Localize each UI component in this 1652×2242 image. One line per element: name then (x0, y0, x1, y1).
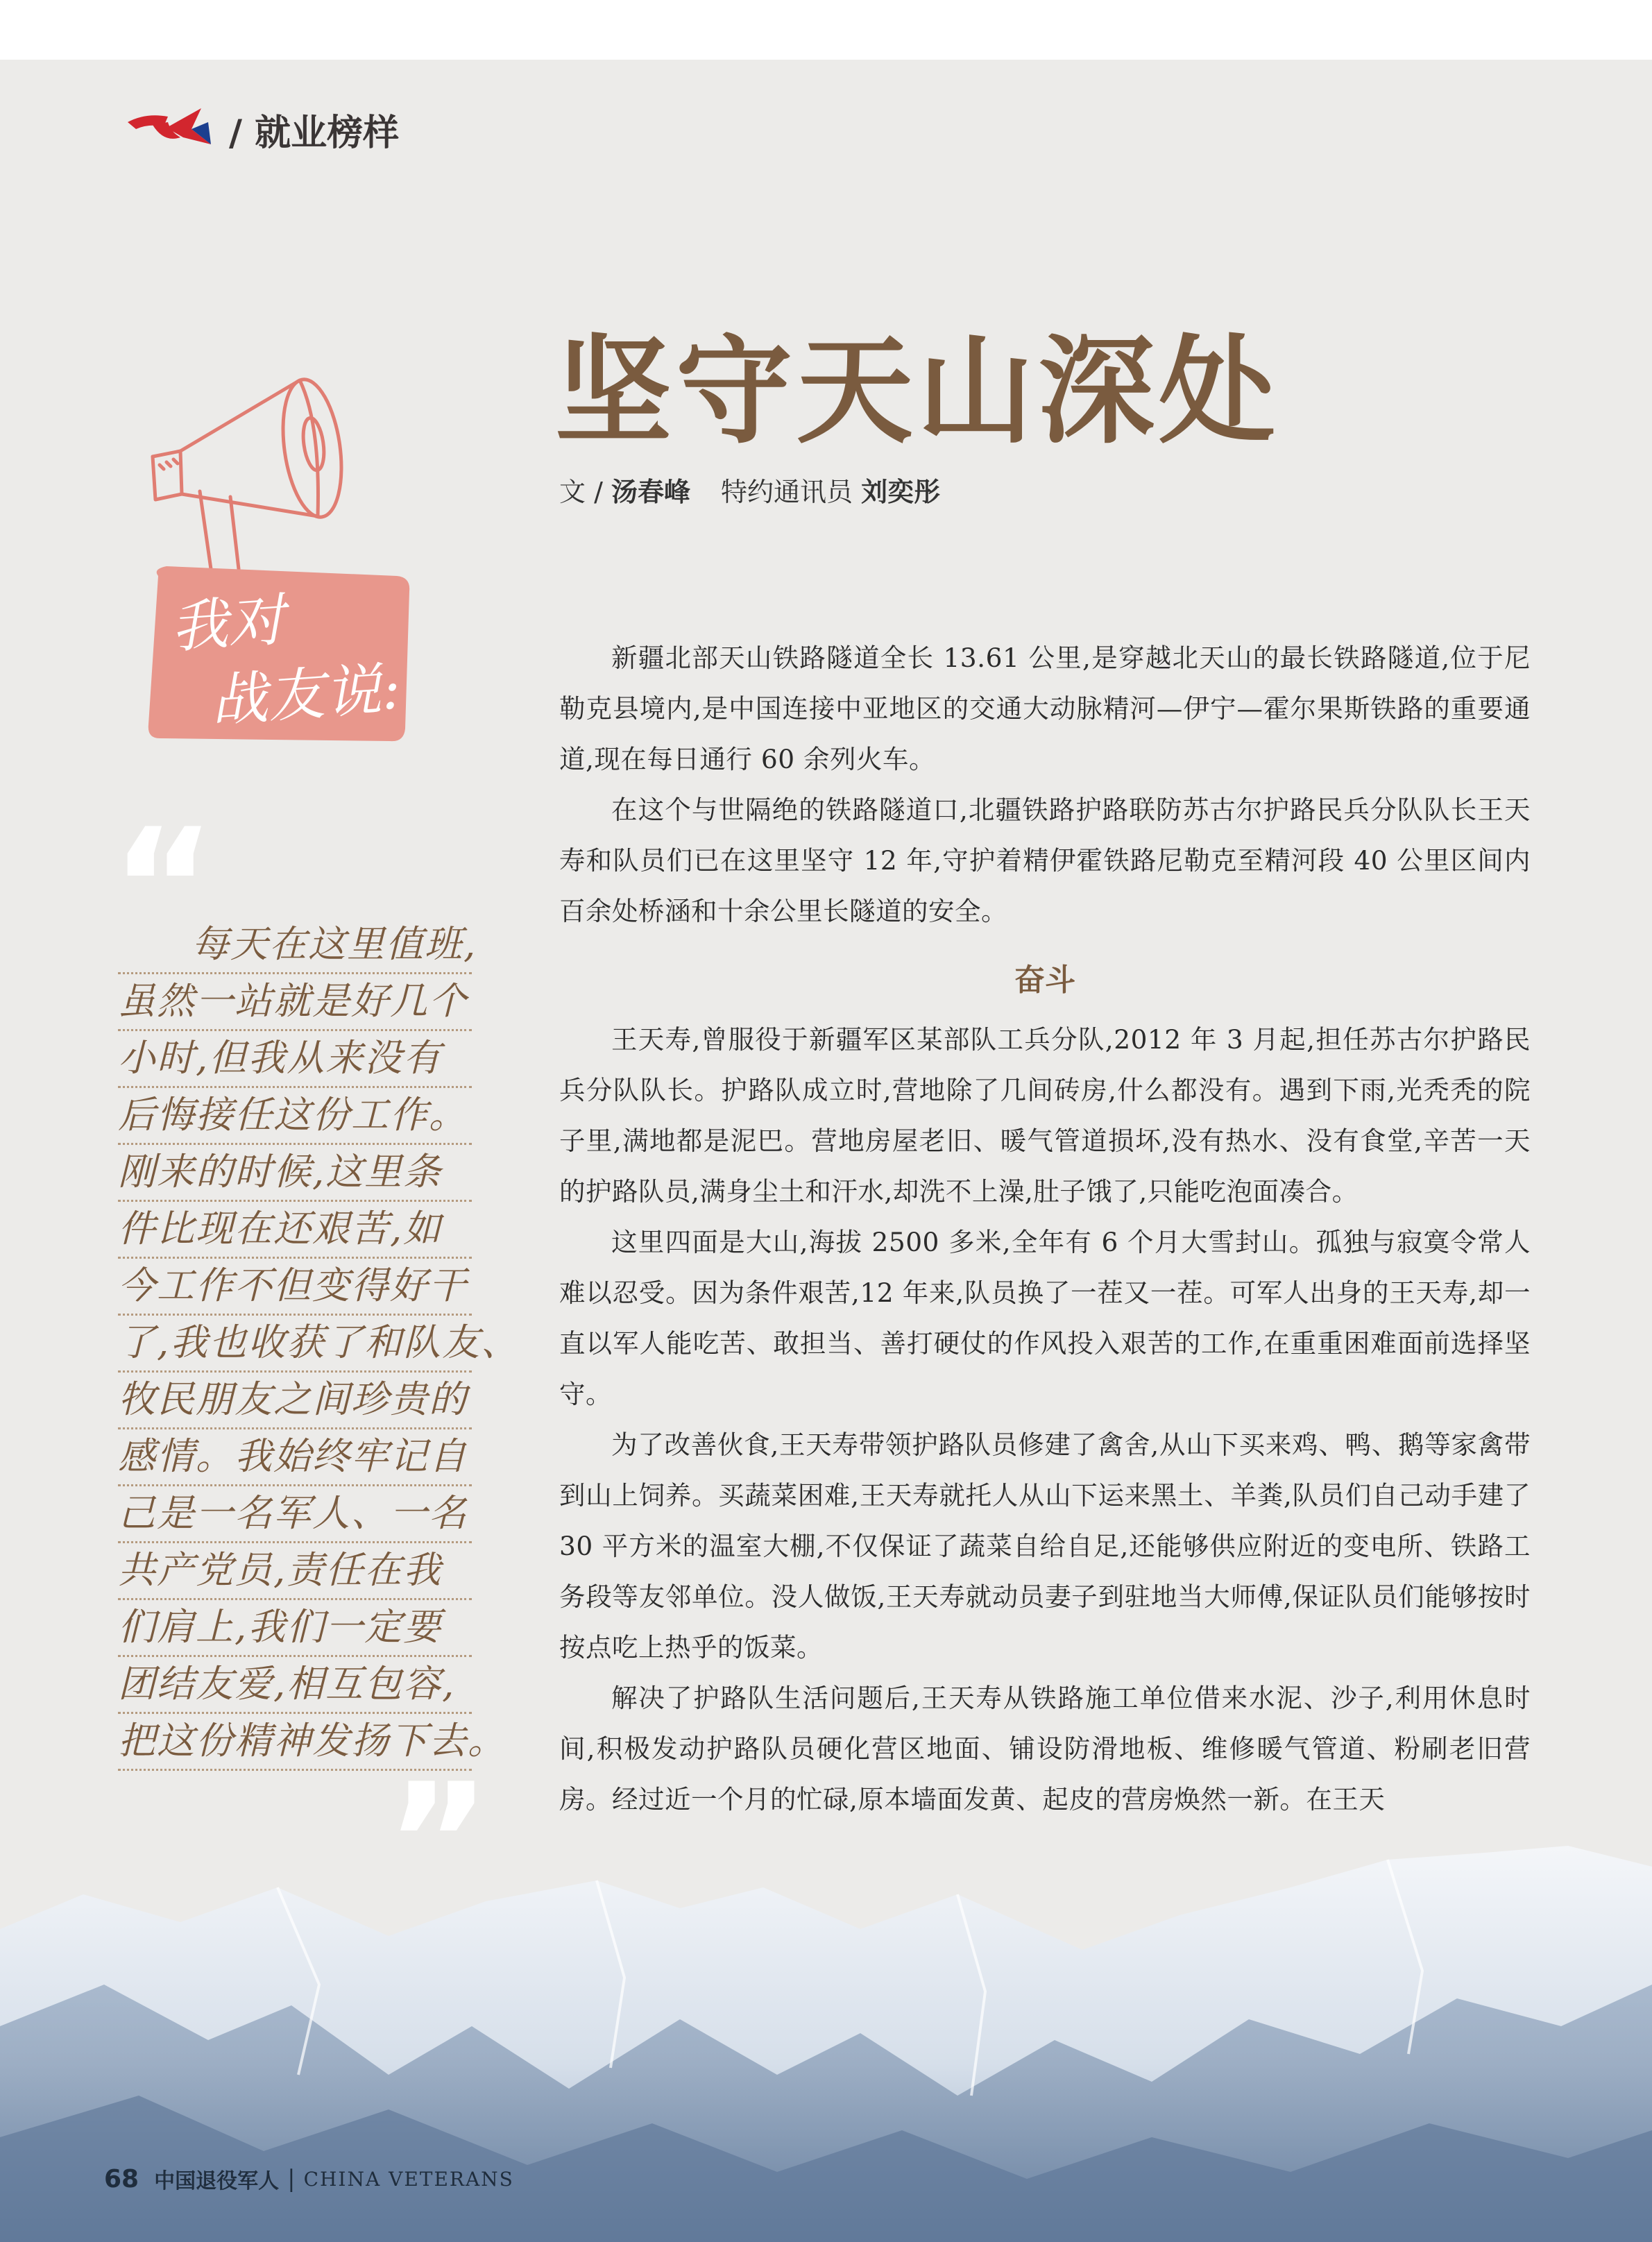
magazine-name-en: CHINA VETERANS (303, 2167, 514, 2191)
quote-line: 件比现在还艰苦,如 (118, 1202, 472, 1259)
page-footer (104, 2158, 514, 2200)
magazine-name-cn: 中国退役军人 (154, 2169, 280, 2193)
quote-line: 虽然一站就是好几个 (118, 974, 472, 1031)
quote-line: 小时,但我从来没有 (118, 1031, 472, 1088)
article-title: 坚守天山深处 (555, 322, 1279, 459)
footer-separator: | (287, 2165, 296, 2193)
article-body (559, 633, 1531, 1825)
sign-line-1: 我对 (169, 587, 287, 661)
section-header (125, 101, 399, 157)
body-paragraph: 为了改善伙食,王天寿带领护路队员修建了禽舍,从山下买来鸡、鸭、鹅等家禽带到山上饲养。买蔬菜困难,王天寿就托人从山下运来黑土、羊粪,队员们自己动手建了 30 平方米的温室大棚,不仅保证了蔬菜自给自足,还能够供应附近的变电所、铁路工务段等友邻单位。没人做饭,王天寿就动员妻子到驻地当大师傅,保证队员们能够按时按点吃上热乎的饭菜。 (559, 1429, 1531, 1663)
quote-line: 刚来的时候,这里条 (118, 1145, 472, 1202)
quote-open-mark: “ (111, 795, 216, 980)
body-paragraph: 解决了护路队生活问题后,王天寿从铁路施工单位借来水泥、沙子,利用休息时间,积极发动护路队员硬化营区地面、铺设防滑地板、维修暖气管道、粉刷老旧营房。经过近一个月的忙碌,原本墙面发黄、起皮的营房焕然一新。在王天 (559, 1683, 1531, 1815)
correspondent-name: 刘奕彤 (861, 477, 941, 507)
body-paragraph: 这里四面是大山,海拔 2500 多米,全年有 6 个月大雪封山。孤独与寂寞令常人难以忍受。因为条件艰苦,12 年来,队员换了一茬又一茬。可军人出身的王天寿,却一直以军人能吃苦、敢担当、善打硬仗的作风投入艰苦的工作,在重重困难面前选择坚守。 (559, 1227, 1531, 1409)
veterans-logo-icon (125, 101, 219, 157)
sign-line-2: 战友说: (208, 655, 403, 735)
quote-line: 今工作不但变得好干 (118, 1259, 472, 1316)
quote-line: 共产党员,责任在我 (118, 1543, 472, 1600)
byline (559, 470, 940, 509)
pull-quote (118, 917, 520, 1771)
page-top-margin (0, 0, 1652, 60)
body-paragraph: 新疆北部天山铁路隧道全长 13.61 公里,是穿越北天山的最长铁路隧道,位于尼勒克县境内,是中国连接中亚地区的交通大动脉精河—伊宁—霍尔果斯铁路的重要通道,现在每日通行 60 余列火车。 (559, 643, 1531, 774)
quote-line: 们肩上,我们一定要 (118, 1600, 472, 1657)
quote-line: 团结友爱,相互包容, (118, 1657, 472, 1714)
quote-line: 己是一名军人、一名 (118, 1486, 472, 1543)
quote-line: 把这份精神发扬下去。 (118, 1714, 472, 1771)
section-name: / 就业榜样 (229, 112, 400, 154)
body-paragraph: 在这个与世隔绝的铁路隧道口,北疆铁路护路联防苏古尔护路民兵分队队长王天寿和队员们已在这里坚守 12 年,守护着精伊霍铁路尼勒克至精河段 40 公里区间内百余处桥涵和十余公里长隧道的安全。 (559, 795, 1531, 926)
section-subheading: 奋斗 (1014, 962, 1075, 998)
quote-line: 牧民朋友之间珍贵的 (118, 1373, 472, 1429)
byline-prefix: 文 / (559, 477, 611, 507)
quote-line: 了,我也收获了和队友、 (118, 1316, 472, 1373)
quote-line: 后悔接任这份工作。 (118, 1088, 472, 1145)
body-paragraph: 王天寿,曾服役于新疆军区某部队工兵分队,2012 年 3 月起,担任苏古尔护路民兵分队队长。护路队成立时,营地除了几间砖房,什么都没有。遇到下雨,光秃秃的院子里,满地都是泥巴。营地房屋老旧、暖气管道损坏,没有热水、没有食堂,辛苦一天的护路队员,满身尘土和汗水,却洗不上澡,肚子饿了,只能吃泡面凑合。 (559, 1024, 1531, 1207)
author-name: 汤春峰 (611, 477, 690, 507)
quote-line: 感情。我始终牢记自 (118, 1429, 472, 1486)
quote-line: 每天在这里值班, (118, 917, 472, 974)
quote-close-mark: ” (386, 1750, 491, 1935)
page-number: 68 (104, 2164, 139, 2193)
correspondent-label: 特约通讯员 (720, 477, 853, 507)
sign-caption (162, 572, 435, 743)
